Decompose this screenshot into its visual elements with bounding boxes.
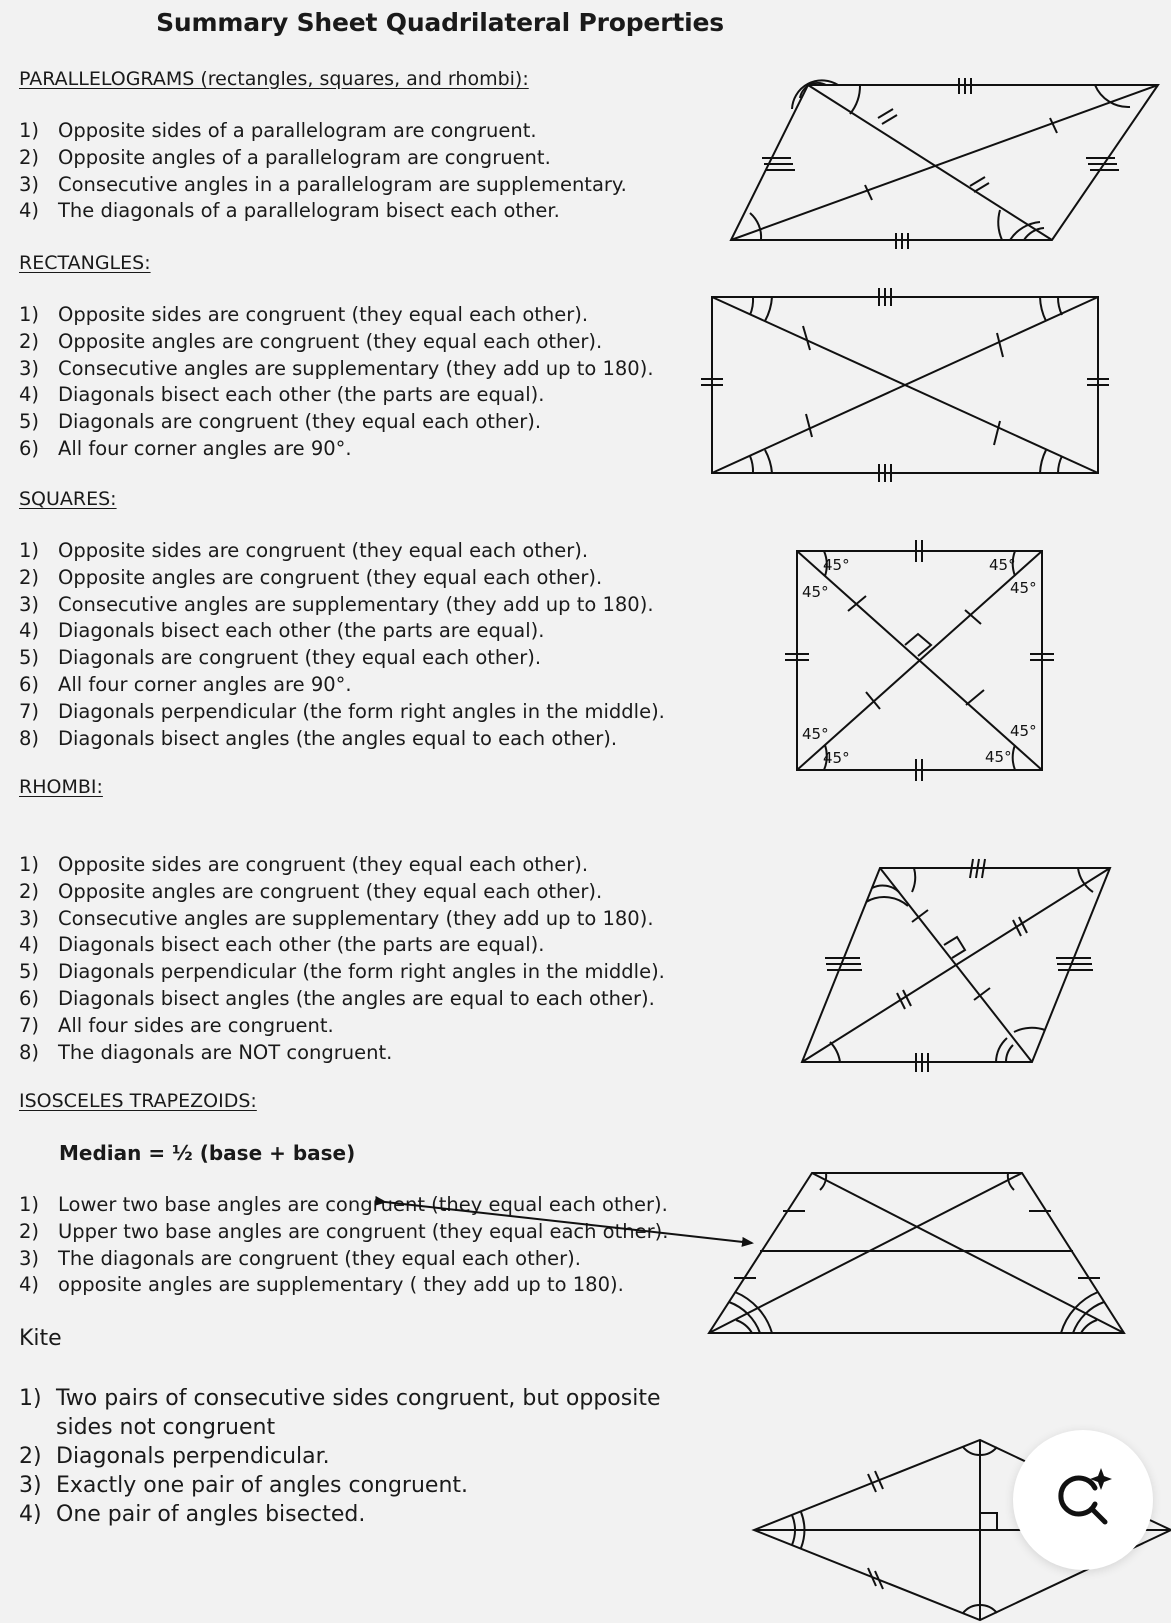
list-item: 7) Diagonals perpendicular (the form right angles in the middle).	[19, 699, 665, 723]
list-item: 2) Opposite angles are congruent (they equal each other).	[19, 329, 603, 353]
right-angle-mark	[980, 1513, 997, 1530]
list-item: 6) Diagonals bisect angles (the angles are equal to each other).	[19, 986, 655, 1010]
list-item: 4) The diagonals of a parallelogram bisect each other.	[19, 199, 560, 223]
list-item: 6) All four corner angles are 90°.	[19, 672, 352, 696]
list-item: 3) Consecutive angles are supplementary (they add up to 180).	[19, 906, 654, 930]
list-item: 1) Opposite sides are congruent (they equal each other).	[19, 539, 589, 562]
angle-label-45: 45°	[985, 748, 1012, 766]
parallelogram-figure	[731, 78, 1158, 249]
list-item: 7) All four sides are congruent.	[19, 1013, 334, 1037]
parallelogram-diagonal	[808, 85, 1052, 240]
trapezoid-figure	[709, 1173, 1124, 1333]
angle-label-45: 45°	[823, 556, 850, 574]
list-item: 6) All four corner angles are 90°.	[19, 436, 352, 460]
page-title: Summary Sheet Quadrilateral Properties	[156, 8, 724, 37]
list-item: 3) Consecutive angles are supplementary (they add up to 180).	[19, 592, 654, 616]
list-item: 8) The diagonals are NOT congruent.	[19, 1040, 393, 1064]
list-item: 8) Diagonals bisect angles (the angles equal to each other).	[19, 726, 618, 750]
angle-label-45: 45°	[1010, 579, 1037, 597]
trapezoids-heading: ISOSCELES TRAPEZOIDS:	[19, 1090, 257, 1112]
angle-label-45: 45°	[802, 583, 829, 601]
list-item: 4) opposite angles are supplementary ( they add up to 180).	[19, 1273, 624, 1297]
list-item: 4) Diagonals bisect each other (the parts are equal).	[19, 933, 545, 957]
angle-label-45: 45°	[802, 725, 829, 743]
list-item: 3) Consecutive angles are supplementary (they add up to 180).	[19, 356, 654, 380]
list-item: 3) The diagonals are congruent (they equal each other).	[19, 1246, 581, 1270]
list-item: 4) Diagonals bisect each other (the parts are equal).	[19, 383, 545, 407]
list-item: 5) Diagonals are congruent (they equal each other).	[19, 646, 542, 670]
trapezoid-diagonal	[709, 1173, 1022, 1333]
list-item: 1) Opposite sides are congruent (they equal each other).	[19, 303, 589, 326]
trapezoid-diagonal	[812, 1173, 1124, 1333]
square-figure	[785, 540, 1054, 781]
angle-label-45: 45°	[989, 556, 1016, 574]
angle-label-45: 45°	[823, 749, 850, 767]
list-item: 2) Opposite angles are congruent (they equal each other).	[19, 565, 603, 589]
list-item: 4) Diagonals bisect each other (the parts are equal).	[19, 619, 545, 643]
list-item: 2) Upper two base angles are congruent (they equal each other).	[19, 1219, 669, 1243]
list-item: 1) Opposite sides are congruent (they equal each other).	[19, 853, 589, 876]
list-item: 1) Opposite sides of a parallelogram are congruent.	[19, 119, 537, 142]
angle-label-45: 45°	[1010, 722, 1037, 740]
rectangle-figure	[701, 288, 1109, 482]
visual-search-button[interactable]	[1013, 1430, 1153, 1570]
list-item: 3) Exactly one pair of angles congruent.	[19, 1473, 469, 1498]
rhombus-figure	[802, 859, 1110, 1072]
rectangles-heading: RECTANGLES:	[19, 252, 151, 274]
trapezoid-outline	[709, 1173, 1124, 1333]
median-formula: Median = ½ (base + base)	[59, 1141, 356, 1165]
squares-heading: SQUARES:	[19, 488, 117, 510]
rhombus-diagonal	[880, 868, 1032, 1062]
parallelogram-diagonal	[731, 85, 1158, 240]
list-item: 1) Two pairs of consecutive sides congruent, but opposite sides not congruent	[19, 1386, 661, 1440]
list-item: 2) Diagonals perpendicular.	[19, 1444, 330, 1469]
parallelograms-heading: PARALLELOGRAMS (rectangles, squares, and rhombi):	[19, 68, 529, 90]
rhombi-heading: RHOMBI:	[19, 776, 103, 798]
list-item: 5) Diagonals are congruent (they equal each other).	[19, 410, 542, 434]
visual-search-sparkle-icon	[1049, 1462, 1119, 1532]
list-item: 1) Lower two base angles are congruent (they equal each other).	[19, 1193, 668, 1216]
kite-heading: Kite	[19, 1326, 62, 1351]
median-arrow	[385, 1202, 752, 1243]
list-item: 3) Consecutive angles in a parallelogram are supplementary.	[19, 172, 627, 196]
list-item: 4) One pair of angles bisected.	[19, 1502, 366, 1527]
list-item: 2) Opposite angles are congruent (they equal each other).	[19, 879, 603, 903]
list-item: 2) Opposite angles of a parallelogram are congruent.	[19, 145, 551, 169]
list-item: 5) Diagonals perpendicular (the form right angles in the middle).	[19, 960, 665, 984]
